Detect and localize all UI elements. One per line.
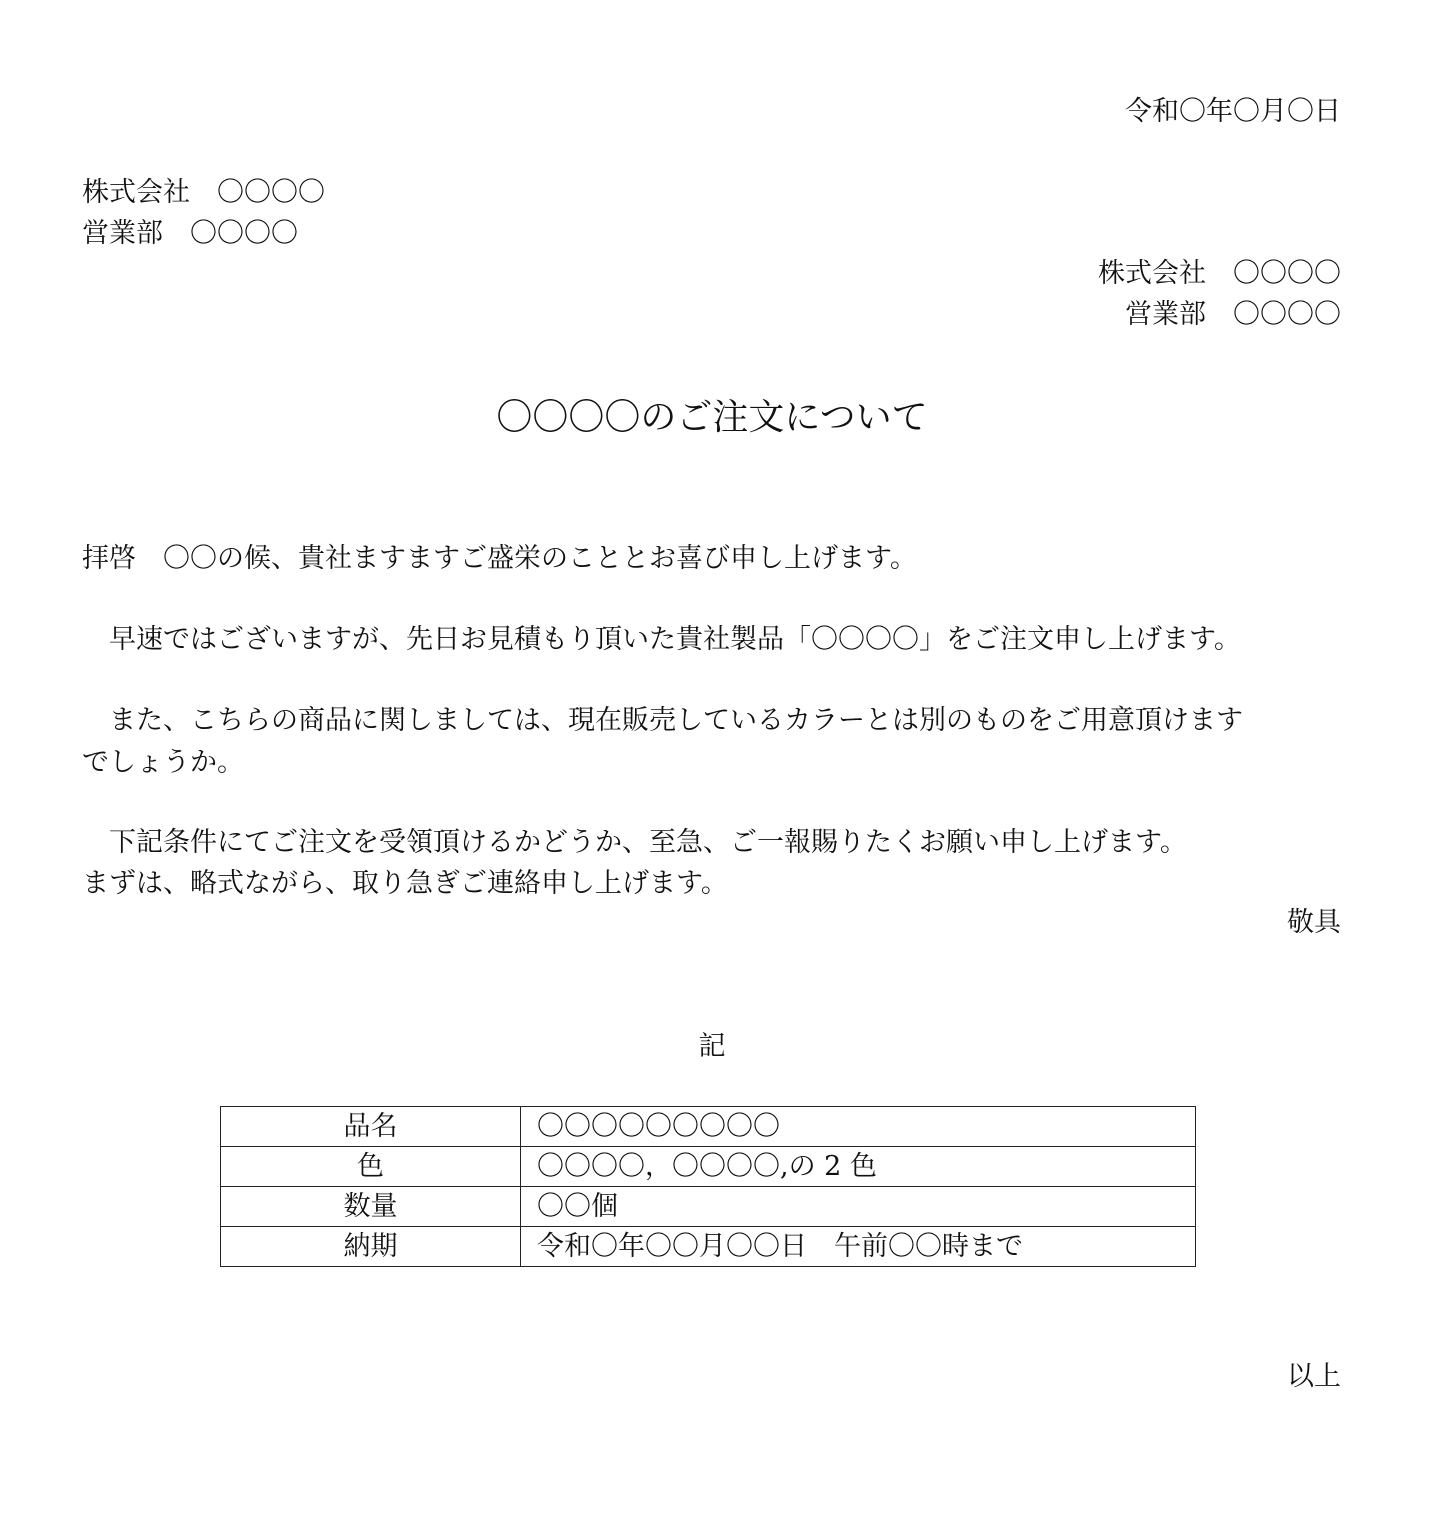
table-row	[221, 1107, 1196, 1147]
document-title: 〇〇〇〇のご注文について	[496, 397, 928, 438]
row-label-color: 色	[221, 1147, 521, 1187]
row-value-product: 〇〇〇〇〇〇〇〇〇	[521, 1107, 1196, 1147]
recipient-company: 株式会社 〇〇〇〇	[82, 177, 325, 208]
paragraph-color-line1: また、こちらの商品に関しましては、現在販売しているカラーとは別のものをご用意頂けます	[82, 705, 1243, 736]
sender-company: 株式会社 〇〇〇〇	[1098, 258, 1341, 289]
row-value-delivery: 令和〇年〇〇月〇〇日 午前〇〇時まで	[521, 1227, 1196, 1267]
sender-department: 営業部 〇〇〇〇	[1125, 299, 1341, 330]
row-label-delivery: 納期	[221, 1227, 521, 1267]
table-row	[221, 1187, 1196, 1227]
closing-keigu: 敬具	[1287, 907, 1341, 938]
row-label-quantity: 数量	[221, 1187, 521, 1227]
row-value-quantity: 〇〇個	[521, 1187, 1196, 1227]
table-row	[221, 1147, 1196, 1187]
row-label-product: 品名	[221, 1107, 521, 1147]
order-spec-table	[220, 1106, 1196, 1267]
greeting-text: 拝啓 〇〇の候、貴社ますますご盛栄のこととお喜び申し上げます。	[82, 543, 917, 574]
paragraph-request-line2: まずは、略式ながら、取り急ぎご連絡申し上げます。	[82, 868, 728, 899]
paragraph-request-line1: 下記条件にてご注文を受領頂けるかどうか、至急、ご一報賜りたくお願い申し上げます。	[82, 827, 1187, 858]
paragraph-color-line2: でしょうか。	[82, 747, 244, 778]
ki-heading: 記	[698, 1031, 726, 1062]
row-value-color: 〇〇〇〇，〇〇〇〇,の 2 色	[521, 1147, 1196, 1187]
table-row	[221, 1227, 1196, 1267]
recipient-department: 営業部 〇〇〇〇	[82, 218, 298, 249]
paragraph-order: 早速ではございますが、先日お見積もり頂いた貴社製品「〇〇〇〇」をご注文申し上げます。	[82, 624, 1241, 655]
ending-ijou: 以上	[1287, 1361, 1341, 1392]
document-date: 令和〇年〇月〇日	[1125, 96, 1341, 127]
